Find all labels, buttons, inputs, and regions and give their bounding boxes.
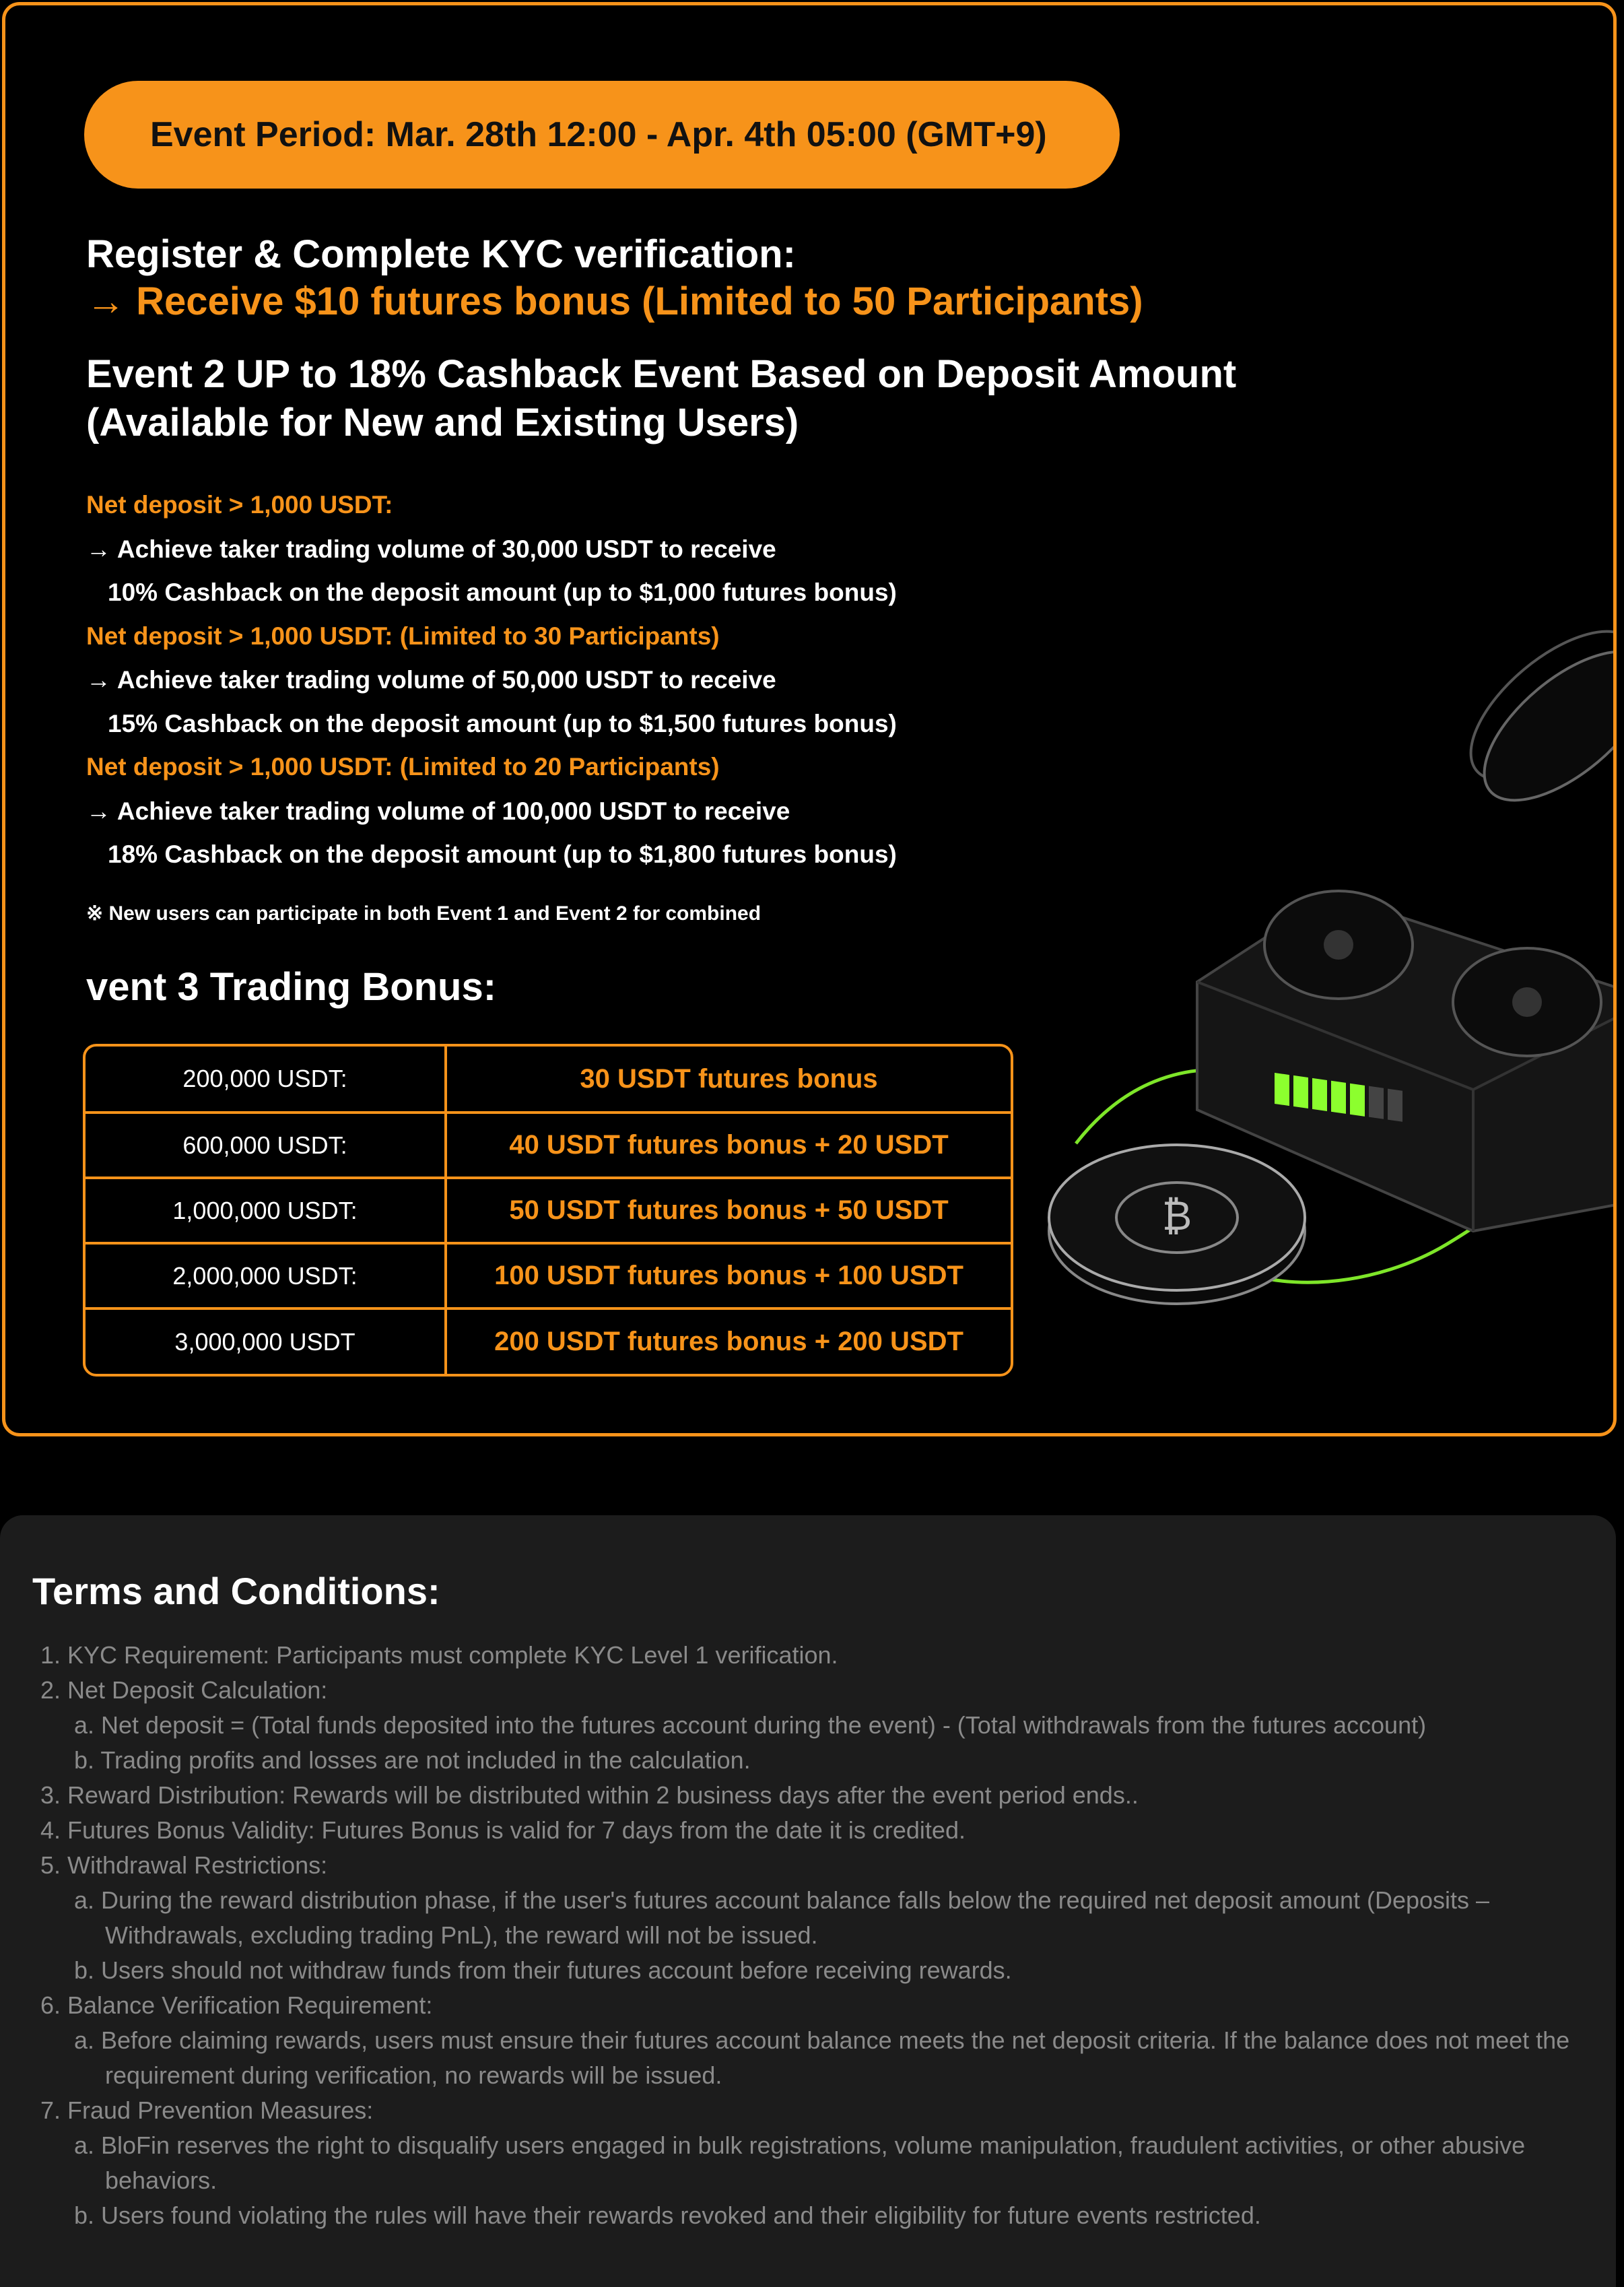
trading-bonus-table xyxy=(83,1044,1013,1377)
terms-item-6a: a. Before claiming rewards, users must ensure their futures account balance meets the net deposit criteria. If the balance does not meet the xyxy=(74,2026,1570,2054)
event-panel xyxy=(2,2,1617,1436)
tier1-label: Net deposit > 1,000 USDT: xyxy=(86,491,393,519)
terms-item-5b: b. Users should not withdraw funds from their futures account before receiving rewards. xyxy=(74,1956,1012,1984)
terms-item-4: 4. Futures Bonus Validity: Futures Bonus is valid for 7 days from the date it is credited. xyxy=(40,1816,966,1844)
tier3-label: Net deposit > 1,000 USDT: (Limited to 20 Participants) xyxy=(86,753,720,781)
bonus-cell: 40 USDT futures bonus + 20 USDT xyxy=(509,1130,949,1160)
event2-heading-line2: (Available for New and Existing Users) xyxy=(86,401,799,444)
event3-heading: vent 3 Trading Bonus: xyxy=(86,965,497,1009)
tier2-label: Net deposit > 1,000 USDT: (Limited to 30 Participants) xyxy=(86,622,720,650)
svg-text:₿: ₿ xyxy=(1161,1193,1192,1240)
terms-item-1: 1. KYC Requirement: Participants must complete KYC Level 1 verification. xyxy=(40,1641,838,1669)
table-row xyxy=(86,1245,1011,1307)
event2-heading-line1: Event 2 UP to 18% Cashback Event Based on Deposit Amount xyxy=(86,352,1237,396)
terms-item-2b: b. Trading profits and losses are not included in the calculation. xyxy=(74,1746,751,1774)
terms-item-6a-cont: requirement during verification, no rewards will be issued. xyxy=(105,2061,722,2089)
combined-note: ※ New users can participate in both Event 1 and Event 2 for combined xyxy=(86,902,762,925)
terms-item-7: 7. Fraud Prevention Measures: xyxy=(40,2096,374,2124)
terms-item-5a: a. During the reward distribution phase, if the user's futures account balance falls below the required net deposit amount (Deposits – xyxy=(74,1886,1490,1914)
bonus-cell: 100 USDT futures bonus + 100 USDT xyxy=(494,1261,963,1290)
volume-cell: 2,000,000 USDT: xyxy=(86,1245,447,1307)
terms-item-7a: a. BloFin reserves the right to disqualify users engaged in bulk registrations, volume manipulation, fraudulent activities, or other abusive xyxy=(74,2131,1526,2159)
terms-item-5a-cont: Withdrawals, excluding trading PnL), the reward will not be issued. xyxy=(105,1921,818,1949)
bonus-cell: 50 USDT futures bonus + 50 USDT xyxy=(509,1195,949,1225)
table-row xyxy=(86,1179,1011,1242)
tier3-line2: 18% Cashback on the deposit amount (up to $1,800 futures bonus) xyxy=(108,840,897,868)
table-row xyxy=(86,1310,1011,1374)
terms-title: Terms and Conditions: xyxy=(32,1570,440,1612)
bonus-cell: 200 USDT futures bonus + 200 USDT xyxy=(494,1327,963,1356)
tier2-line1: → Achieve taker trading volume of 50,000 USDT to receive xyxy=(86,666,776,694)
table-row xyxy=(86,1114,1011,1176)
table-row xyxy=(86,1047,1011,1111)
terms-item-2: 2. Net Deposit Calculation: xyxy=(40,1676,328,1704)
terms-item-3: 3. Reward Distribution: Rewards will be distributed within 2 business days after the event period ends.. xyxy=(40,1781,1139,1809)
event-period-text: Event Period: Mar. 28th 12:00 - Apr. 4th 05:00 (GMT+9) xyxy=(150,115,1047,154)
bonus-cell: 30 USDT futures bonus xyxy=(580,1063,878,1094)
terms-item-5: 5. Withdrawal Restrictions: xyxy=(40,1851,328,1879)
bitcoin-mining-rig-illustration xyxy=(1042,558,1617,1332)
tier1-line1: → Achieve taker trading volume of 30,000 USDT to receive xyxy=(86,535,776,563)
terms-item-6: 6. Balance Verification Requirement: xyxy=(40,1991,433,2019)
terms-panel xyxy=(0,1515,1616,2287)
volume-cell: 200,000 USDT: xyxy=(86,1047,447,1111)
terms-item-7b: b. Users found violating the rules will have their rewards revoked and their eligibility for future events restricted. xyxy=(74,2201,1261,2229)
event1-heading: Register & Complete KYC verification: xyxy=(86,232,796,276)
terms-item-7a-cont: behaviors. xyxy=(105,2166,217,2194)
terms-item-2a: a. Net deposit = (Total funds deposited into the futures account during the event) - (Total withdrawals from the futures account) xyxy=(74,1711,1427,1739)
tier3-line1: → Achieve taker trading volume of 100,000 USDT to receive xyxy=(86,797,790,825)
event-period-badge xyxy=(84,81,1120,189)
event1-reward: → Receive $10 futures bonus (Limited to 50 Participants) xyxy=(86,279,1143,323)
volume-cell: 3,000,000 USDT xyxy=(86,1310,447,1374)
tier2-line2: 15% Cashback on the deposit amount (up to $1,500 futures bonus) xyxy=(108,710,897,737)
volume-cell: 600,000 USDT: xyxy=(86,1114,447,1176)
tier1-line2: 10% Cashback on the deposit amount (up to $1,000 futures bonus) xyxy=(108,578,897,606)
volume-cell: 1,000,000 USDT: xyxy=(86,1179,447,1242)
